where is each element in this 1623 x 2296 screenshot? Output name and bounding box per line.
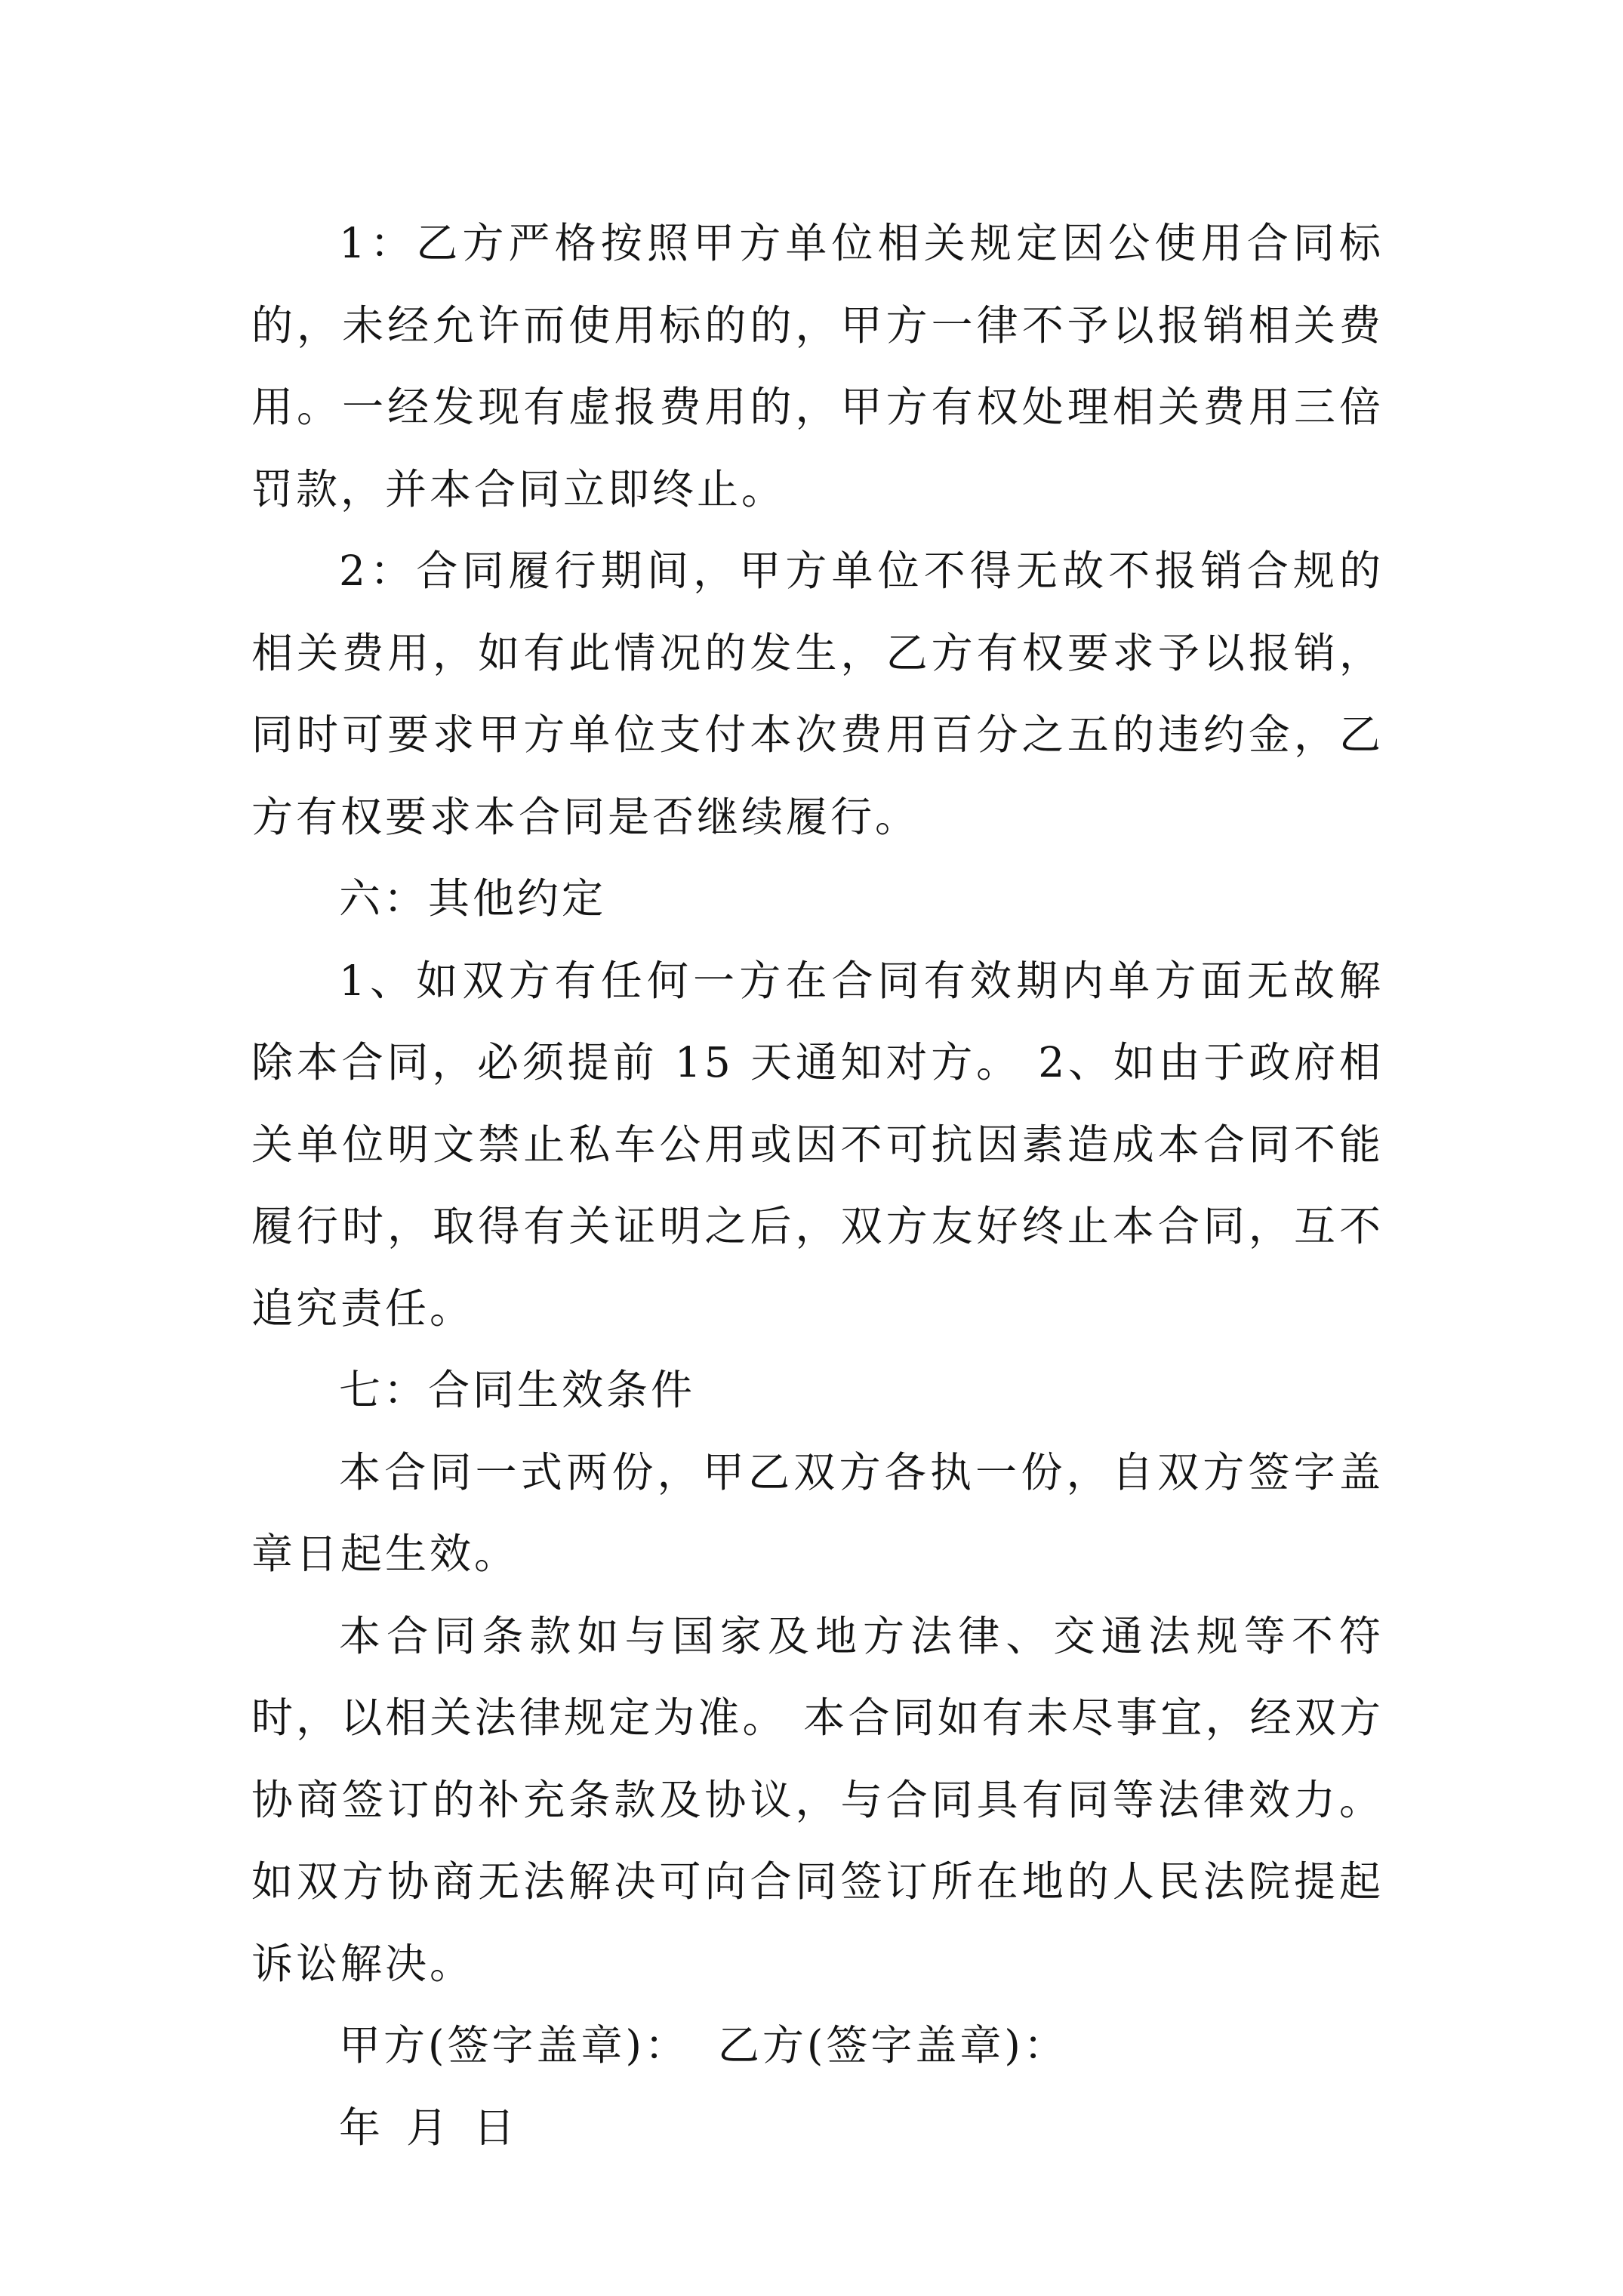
section-6-heading: 六：其他约定	[339, 874, 607, 923]
party-b-signature-label: 乙方(签字盖章)：	[717, 2021, 1068, 2069]
date-row	[251, 2087, 1384, 2169]
section-6-paragraph: 1、如双方有任何一方在合同有效期内单方面无故解除本合同，必须提前 15 天通知对方。 2、如由于政府相关单位明文禁止私车公用或因不可抗因素造成本合同不能履行时，取得有关证明之后，双方友好终止本合同，互不追究责任。	[251, 956, 1384, 1333]
day-label: 日	[473, 2103, 519, 2152]
signature-row	[251, 2005, 1384, 2087]
section-7-heading: 七：合同生效条件	[339, 1366, 696, 1414]
clause-1-paragraph: 1：乙方严格按照甲方单位相关规定因公使用合同标的，未经允许而使用标的的，甲方一律不予以报销相关费用。一经发现有虚报费用的，甲方有权处理相关费用三倍罚款，并本合同立即终止。	[251, 219, 1384, 513]
month-label: 月	[406, 2103, 451, 2152]
legal-compliance-paragraph: 本合同条款如与国家及地方法律、交通法规等不符时，以相关法律规定为准。 本合同如有未尽事宜，经双方协商签订的补充条款及协议，与合同具有同等法律效力。 如双方协商无法解决可向合同签订所在地的人民法院提起诉讼解决。	[251, 1611, 1384, 1988]
party-a-signature-label: 甲方(签字盖章)：	[339, 2021, 689, 2069]
contract-body	[251, 202, 1384, 2168]
year-label: 年	[339, 2103, 384, 2152]
effective-condition-paragraph: 本合同一式两份，甲乙双方各执一份，自双方签字盖章日起生效。	[251, 1447, 1384, 1578]
clause-2-paragraph: 2：合同履行期间，甲方单位不得无故不报销合规的相关费用，如有此情况的发生，乙方有权要求予以报销，同时可要求甲方单位支付本次费用百分之五的违约金，乙方有权要求本合同是否继续履行。	[251, 547, 1384, 841]
